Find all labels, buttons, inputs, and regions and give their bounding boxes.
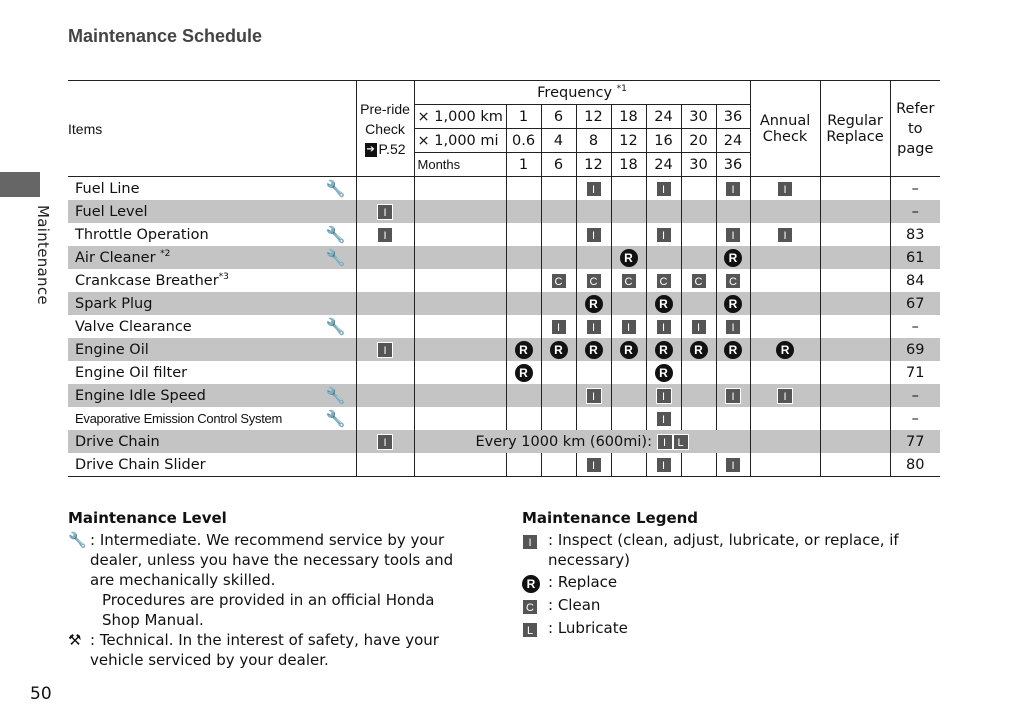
items-header: Items [68, 81, 356, 177]
frequency-cell [611, 200, 646, 223]
inspect-mark: I [777, 388, 793, 404]
frequency-cell [646, 361, 681, 384]
arrow-right-icon: ➔ [366, 143, 375, 155]
annual-cell [750, 269, 820, 292]
inspect-mark: I [725, 227, 741, 243]
regular-cell [820, 269, 890, 292]
frequency-cell [541, 177, 576, 201]
lubricate-mark: L [673, 434, 689, 450]
refer-page-header: Refer to page [890, 81, 940, 177]
frequency-cell [681, 453, 716, 477]
intermediate-text: : Intermediate. We recommend service by your dealer, unless you have the necessary tools and are mechanically skilled. [90, 531, 454, 589]
annual-cell [750, 177, 820, 201]
preride-cell [356, 292, 414, 315]
mi-value: 24 [716, 129, 750, 153]
frequency-cell [646, 407, 681, 430]
frequency-cell [576, 177, 611, 201]
maintenance-legend-heading: Maintenance Legend [522, 509, 699, 527]
months-value: 12 [576, 153, 611, 177]
regular-cell [820, 453, 890, 477]
frequency-cell [716, 292, 750, 315]
level-cell [316, 223, 356, 246]
refer-page-cell: 71 [890, 361, 940, 384]
replace-mark: R [620, 341, 638, 359]
preride-cell [356, 361, 414, 384]
wrench-icon: 🔧 [68, 531, 87, 549]
frequency-cell [681, 200, 716, 223]
annual-cell [750, 292, 820, 315]
frequency-cell [541, 315, 576, 338]
wrench-icon: 🔧 [325, 179, 346, 198]
frequency-cell [646, 177, 681, 201]
preride-cell [356, 407, 414, 430]
frequency-cell [681, 407, 716, 430]
level-cell [316, 200, 356, 223]
replace-mark: R [776, 341, 794, 359]
months-value: 24 [646, 153, 681, 177]
frequency-cell [576, 200, 611, 223]
regular-cell [820, 315, 890, 338]
regular-cell [820, 200, 890, 223]
replace-mark: R [585, 341, 603, 359]
frequency-cell [506, 269, 541, 292]
inspect-mark: I [377, 434, 393, 450]
inspect-mark: I [725, 388, 741, 404]
preride-cell [356, 430, 414, 453]
regular-replace-header: Regular Replace [820, 81, 890, 177]
replace-mark: R [655, 341, 673, 359]
item-name: Fuel Level [68, 200, 316, 223]
inspect-mark: I [621, 319, 637, 335]
replace-mark: R [724, 249, 742, 267]
table-row [68, 361, 940, 384]
inspect-mark: I [725, 319, 741, 335]
annual-cell [750, 384, 820, 407]
inspect-mark: I [656, 181, 672, 197]
preride-cell [356, 200, 414, 223]
mi-value: 16 [646, 129, 681, 153]
months-value: 30 [681, 153, 716, 177]
inspect-mark: I [725, 181, 741, 197]
replace-mark: R [550, 341, 568, 359]
item-name: Drive Chain [68, 430, 316, 453]
frequency-cell [611, 269, 646, 292]
km-value: 6 [541, 105, 576, 129]
item-name: Crankcase Breather$^{*3}$ [75, 272, 229, 289]
inspect-mark: I [377, 204, 393, 220]
frequency-cell [716, 407, 750, 430]
mi-value: 4 [541, 129, 576, 153]
preride-cell [356, 384, 414, 407]
frequency-cell [541, 453, 576, 477]
frequency-cell [576, 361, 611, 384]
wrench-icon: 🔧 [325, 386, 346, 405]
inspect-mark: I [586, 457, 602, 473]
frequency-cell [646, 315, 681, 338]
preride-header: Pre-ride Check ➔ P.52 [356, 81, 414, 177]
frequency-cell [506, 177, 541, 201]
frequency-cell [681, 246, 716, 269]
item-name: Evaporative Emission Control System [75, 411, 282, 426]
refer-page-cell: – [890, 200, 940, 223]
intermediate-text-2: Procedures are provided in an official Honda Shop Manual. [102, 591, 435, 629]
mi-value: 0.6 [506, 129, 541, 153]
frequency-cell [506, 361, 541, 384]
regular-cell [820, 338, 890, 361]
refer-page-cell: – [890, 315, 940, 338]
refer-page-cell: 67 [890, 292, 940, 315]
replace-mark: R [515, 364, 533, 382]
regular-cell [820, 246, 890, 269]
km-value: 36 [716, 105, 750, 129]
frequency-cell [541, 338, 576, 361]
frequency-cell [611, 315, 646, 338]
maintenance-level [68, 508, 470, 670]
frequency-cell [611, 407, 646, 430]
frequency-cell [506, 453, 541, 477]
inspect-mark: I [586, 388, 602, 404]
frequency-cell [611, 361, 646, 384]
refer-page-cell: – [890, 384, 940, 407]
level-cell [316, 246, 356, 269]
frequency-spacer [414, 246, 506, 269]
frequency-cell [541, 269, 576, 292]
inspect-mark: I [777, 181, 793, 197]
legend-inspect-text: : Inspect (clean, adjust, lubricate, or replace, if necessary) [548, 531, 899, 569]
months-value: 6 [541, 153, 576, 177]
refer-page-cell: 80 [890, 453, 940, 477]
inspect-mark: I [656, 227, 672, 243]
preride-cell [356, 177, 414, 201]
mi-value: 8 [576, 129, 611, 153]
mi-label: × 1,000 mi [414, 129, 506, 153]
frequency-cell [646, 384, 681, 407]
frequency-cell [541, 384, 576, 407]
level-cell [316, 453, 356, 477]
frequency-cell [541, 292, 576, 315]
table-row [68, 200, 940, 223]
section-tab [0, 172, 40, 197]
level-cell [316, 177, 356, 201]
annual-cell [750, 338, 820, 361]
preride-cell [356, 315, 414, 338]
technical-text: : Technical. In the interest of safety, have your vehicle serviced by your dealer. [90, 631, 439, 669]
frequency-spacer [414, 315, 506, 338]
refer-page-cell: 61 [890, 246, 940, 269]
frequency-cell [716, 384, 750, 407]
frequency-cell [576, 338, 611, 361]
clean-icon: C [522, 599, 538, 615]
table-row [68, 430, 940, 453]
frequency-cell [646, 453, 681, 477]
frequency-cell [716, 453, 750, 477]
replace-mark: R [620, 249, 638, 267]
regular-cell [820, 430, 890, 453]
annual-cell [750, 200, 820, 223]
frequency-cell [541, 361, 576, 384]
frequency-cell [681, 177, 716, 201]
frequency-cell [681, 361, 716, 384]
mi-value: 12 [611, 129, 646, 153]
level-cell [316, 361, 356, 384]
replace-mark: R [690, 341, 708, 359]
maintenance-schedule-table [68, 80, 940, 477]
inspect-mark: I [657, 434, 673, 450]
item-name: Throttle Operation [75, 226, 209, 243]
inspect-mark: I [586, 181, 602, 197]
annual-cell [750, 223, 820, 246]
frequency-cell [611, 453, 646, 477]
inspect-mark: I [377, 342, 393, 358]
replace-mark: R [515, 341, 533, 359]
item-name: Air Cleaner $^{*2}$ [68, 246, 316, 269]
table-row [68, 453, 940, 477]
clean-mark: C [691, 273, 707, 289]
preride-cell [356, 453, 414, 477]
level-cell [316, 407, 356, 430]
preride-cell [356, 246, 414, 269]
frequency-cell [716, 246, 750, 269]
months-value: 36 [716, 153, 750, 177]
refer-page-cell: 77 [890, 430, 940, 453]
frequency-cell [716, 200, 750, 223]
maintenance-legend [522, 508, 908, 641]
clean-mark: C [621, 273, 637, 289]
item-name: Valve Clearance [75, 318, 192, 335]
frequency-spacer [414, 200, 506, 223]
replace-mark: R [585, 295, 603, 313]
inspect-mark: I [586, 227, 602, 243]
frequency-spacer [414, 338, 506, 361]
page-title: Maintenance Schedule [68, 26, 263, 46]
frequency-cell [681, 292, 716, 315]
annual-check-header: Annual Check [750, 81, 820, 177]
item-name: Spark Plug [68, 292, 316, 315]
wrench-icon: 🔧 [325, 248, 346, 267]
preride-cell [356, 269, 414, 292]
km-label: × 1,000 km [414, 105, 506, 129]
frequency-cell [576, 407, 611, 430]
refer-page-cell: – [890, 407, 940, 430]
refer-page-cell: 83 [890, 223, 940, 246]
inspect-mark: I [656, 319, 672, 335]
annual-cell [750, 453, 820, 477]
frequency-cell [611, 338, 646, 361]
table-row [68, 177, 940, 201]
frequency-spacer [414, 453, 506, 477]
regular-cell [820, 361, 890, 384]
preride-cell [356, 223, 414, 246]
section-label: Maintenance [34, 205, 52, 305]
months-value: 18 [611, 153, 646, 177]
regular-cell [820, 292, 890, 315]
frequency-spacer [414, 177, 506, 201]
frequency-cell [681, 223, 716, 246]
frequency-spacer [414, 223, 506, 246]
frequency-cell [576, 453, 611, 477]
item-name: Drive Chain Slider [68, 453, 316, 477]
frequency-cell [646, 269, 681, 292]
legend-lubricate-text: : Lubricate [548, 619, 628, 637]
frequency-cell [646, 246, 681, 269]
frequency-cell [611, 177, 646, 201]
frequency-cell [681, 269, 716, 292]
frequency-cell [506, 407, 541, 430]
inspect-mark: I [725, 457, 741, 473]
refer-page-cell: 84 [890, 269, 940, 292]
table-row [68, 338, 940, 361]
level-cell [316, 338, 356, 361]
level-cell [316, 292, 356, 315]
frequency-cell [646, 292, 681, 315]
regular-cell [820, 177, 890, 201]
frequency-cell [716, 338, 750, 361]
frequency-cell [506, 292, 541, 315]
inspect-mark: I [656, 411, 672, 427]
preride-cell [356, 338, 414, 361]
clean-mark: C [725, 273, 741, 289]
inspect-mark: I [551, 319, 567, 335]
frequency-spacer [414, 292, 506, 315]
frequency-cell [576, 315, 611, 338]
item-name: Engine Oil filter [75, 364, 188, 381]
lubricate-icon: L [522, 622, 538, 638]
frequency-cell [506, 246, 541, 269]
frequency-cell [646, 338, 681, 361]
inspect-icon: I [522, 534, 538, 550]
inspect-mark: I [377, 227, 393, 243]
annual-cell [750, 315, 820, 338]
frequency-cell [576, 292, 611, 315]
frequency-cell [506, 315, 541, 338]
inspect-mark: I [586, 319, 602, 335]
table-row [68, 315, 940, 338]
clean-mark: C [656, 273, 672, 289]
replace-mark: R [724, 295, 742, 313]
clean-mark: C [586, 273, 602, 289]
km-value: 30 [681, 105, 716, 129]
replace-mark: R [655, 364, 673, 382]
table-row [68, 223, 940, 246]
frequency-cell [576, 223, 611, 246]
frequency-cell [576, 269, 611, 292]
inspect-mark: I [777, 227, 793, 243]
frequency-cell [576, 384, 611, 407]
level-cell [316, 430, 356, 453]
item-name: Engine Oil [68, 338, 316, 361]
regular-cell [820, 407, 890, 430]
frequency-cell [716, 269, 750, 292]
frequency-note-cell: Every 1000 km (600mi): I L [414, 430, 750, 453]
frequency-spacer [414, 407, 506, 430]
regular-cell [820, 384, 890, 407]
frequency-cell [611, 223, 646, 246]
wrench-icon: 🔧 [325, 317, 346, 336]
clean-mark: C [551, 273, 567, 289]
tools-icon: ⚒ [68, 631, 82, 649]
annual-cell [750, 361, 820, 384]
frequency-cell [681, 315, 716, 338]
frequency-cell [506, 223, 541, 246]
frequency-cell [506, 384, 541, 407]
replace-icon: R [522, 575, 540, 593]
replace-mark: R [655, 295, 673, 313]
mi-value: 20 [681, 129, 716, 153]
frequency-cell [506, 338, 541, 361]
legend-replace-text: : Replace [548, 573, 618, 591]
frequency-spacer [414, 269, 506, 292]
frequency-cell [541, 200, 576, 223]
table-row [68, 292, 940, 315]
frequency-cell [681, 338, 716, 361]
refer-page-cell: 69 [890, 338, 940, 361]
wrench-icon: 🔧 [325, 409, 346, 428]
level-cell [316, 384, 356, 407]
km-value: 24 [646, 105, 681, 129]
table-row [68, 407, 940, 430]
annual-cell [750, 246, 820, 269]
preride-page-link[interactable]: P.52 [378, 140, 406, 157]
frequency-cell [646, 200, 681, 223]
maintenance-level-heading: Maintenance Level [68, 509, 227, 527]
frequency-cell [611, 246, 646, 269]
frequency-cell [716, 361, 750, 384]
frequency-cell [506, 200, 541, 223]
frequency-cell [646, 223, 681, 246]
frequency-cell [541, 223, 576, 246]
frequency-cell [611, 292, 646, 315]
frequency-spacer [414, 361, 506, 384]
item-name: Engine Idle Speed [68, 384, 316, 407]
frequency-cell [716, 315, 750, 338]
frequency-cell [716, 223, 750, 246]
inspect-mark: I [656, 388, 672, 404]
table-row [68, 269, 940, 292]
table-row [68, 246, 940, 269]
frequency-cell [541, 407, 576, 430]
annual-cell [750, 407, 820, 430]
km-value: 12 [576, 105, 611, 129]
level-cell [316, 269, 356, 292]
inspect-mark: I [691, 319, 707, 335]
legend-clean-text: : Clean [548, 596, 601, 614]
frequency-spacer [414, 384, 506, 407]
table-row [68, 384, 940, 407]
frequency-cell [541, 246, 576, 269]
frequency-cell [611, 384, 646, 407]
km-value: 1 [506, 105, 541, 129]
regular-cell [820, 223, 890, 246]
replace-mark: R [724, 341, 742, 359]
level-cell [316, 315, 356, 338]
months-label: Months [414, 153, 506, 177]
inspect-mark: I [656, 457, 672, 473]
item-name: Fuel Line [75, 180, 140, 197]
frequency-cell [716, 177, 750, 201]
page-number: 50 [30, 684, 52, 704]
months-value: 1 [506, 153, 541, 177]
wrench-icon: 🔧 [325, 225, 346, 244]
annual-cell [750, 430, 820, 453]
frequency-header: Frequency $^{*1}$ [414, 81, 750, 105]
refer-page-cell: – [890, 177, 940, 201]
frequency-cell [681, 384, 716, 407]
frequency-cell [576, 246, 611, 269]
km-value: 18 [611, 105, 646, 129]
